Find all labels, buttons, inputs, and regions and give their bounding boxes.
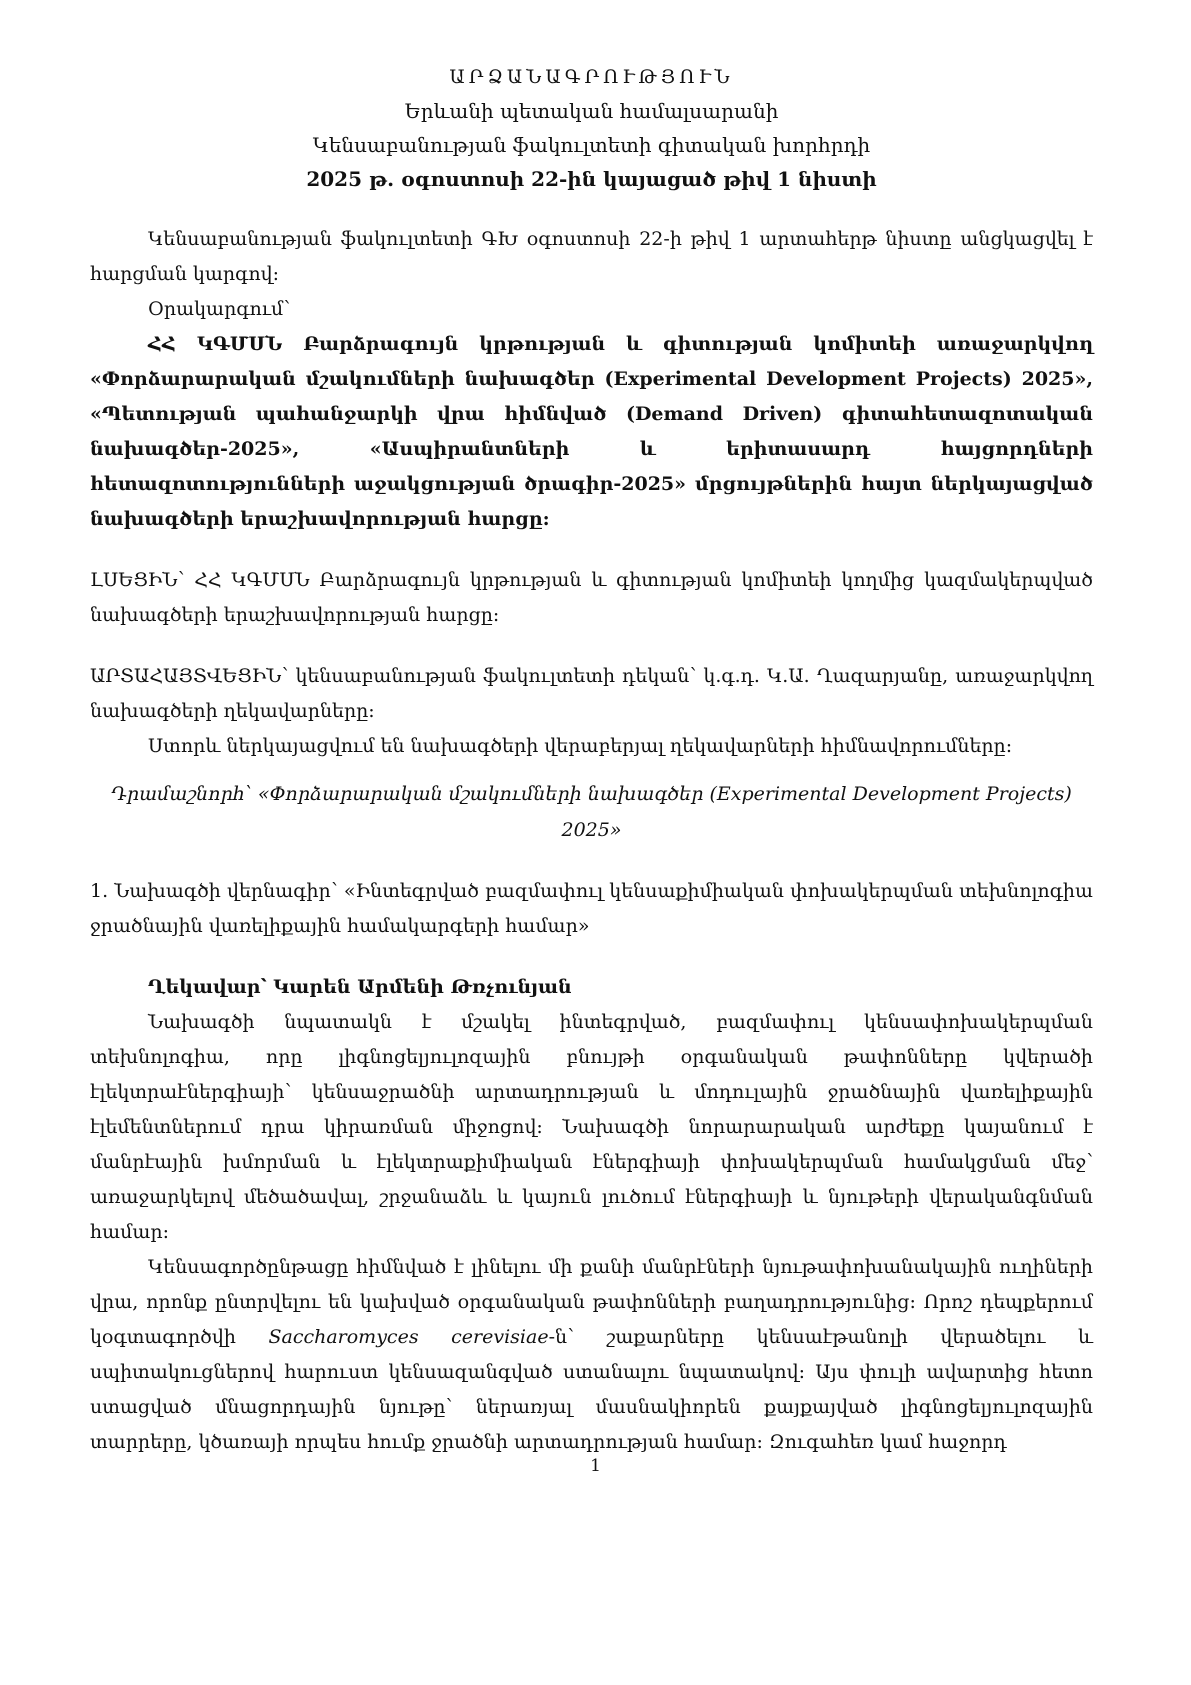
header-session: 2025 թ. օգոստոսի 22-ին կայացած թիվ 1 նիստի [306,167,877,191]
intro-paragraph: Կենսաբանության ֆակուլտետի ԳԽ օգոստոսի 22-ի թիվ 1 արտահերթ նիստը անցկացվել է հարցման կարգով: [90,228,1093,285]
paragraph-2-part-b: -ն՝ շաքարները կենսաէթանոլի վերածելու և սպիտակուցներով հարուստ կենսազանգված ստանալու նպատակով: Այս փուլի ավարտից հետո ստացված մնացորդային նյութը՝ ներառյալ մասնակիորեն քայքայված լիգնոցելյուլոզային տարրերը, կծառայի որպես հումք ջրածնի արտադրության համար: Զուգահեռ կամ հաջորդ [90,1326,1093,1453]
document-header [90,60,1093,196]
project-paragraph-1: Նախագծի նպատակն է մշակել ինտեգրված, բազմափուլ կենսափոխակերպման տեխնոլոգիա, որը լիգնոցելյուլոզային բնույթի օրգանական թափոնները կվերածի էլեկտրաէներգիայի՝ կենսաջրածնի արտադրության և մոդուլային ջրածնային վառելիքային էլեմենտներում դրա կիրառման միջոցով: Նախագծի նորարարական արժեքը կայանում է մանրէային խմորման և էլեկտրաքիմիական էներգիայի փոխակերպման համակցման մեջ՝ առաջարկելով մեծածավալ, շրջանաձև և կայուն լուծում էներգիայի և նյութերի վերականգնման համար: [90,1011,1093,1243]
project-title-label: 1. Նախագծի վերնագիր՝ [90,880,338,902]
paragraph-2-part-a: Կենսագործընթացը հիմնված է լինելու մի քանի մանրէների նյութափոխանակային ուղիների վրա, որոնք ընտրվելու են կախված օրգանական թափոնների բաղադրությունից: Որոշ դեպքերում կօգտագործվի [90,1256,1093,1348]
agenda-text: ՀՀ ԿԳՄՍՆ Բարձրագույն կրթության և գիտության կոմիտեի առաջարկվող «Փորձարարական մշակումների նախագծեր (Experimental Development Projects) 2025», «Պետության պահանջարկի վրա հիմնված (Demand Driven) գիտահետազոտական նախագծեր-2025», «Ասպիրանտների և երիտասարդ հայցորդների հետազոտությունների աջակցության ծրագիր-2025» մրցույթներին հայտ ներկայացված նախագծերի երաշխավորության հարցը: [90,333,1093,530]
project-leader-name: Կարեն Արմենի Թռչունյան [273,976,572,998]
project-leader-label: Ղեկավար՝ [148,976,267,998]
spoke-label: ԱՐՏԱՀԱՅՏՎԵՑԻՆ՝ [90,665,289,687]
species-name: Saccharomyces cerevisiae [268,1326,549,1348]
heard-label: ԼՍԵՑԻՆ՝ [90,569,185,591]
project-leader-line [90,970,1093,1005]
project-title-paragraph [90,874,1093,944]
agenda-label: Օրակարգում՝ [148,298,291,320]
program-label: Դրամաշնորհ՝ [111,783,252,805]
program-text: «Փորձարարական մշակումների նախագծեր (Experimental Development Projects) 2025» [257,783,1072,841]
heard-text: ՀՀ ԿԳՄՍՆ Բարձրագույն կրթության և գիտության կոմիտեի կողմից կազմակերպված նախագծերի երաշխավորության հարցը: [90,569,1093,626]
spoke-paragraph [90,659,1093,729]
spoke-followup: Ստորև ներկայացվում են նախագծերի վերաբերյալ ղեկավարների հիմնավորումները: [148,735,1013,757]
document-title: ԱՐՁԱՆԱԳՐՈՒԹՅՈՒՆ [449,66,734,88]
page-number: 1 [590,1456,601,1476]
spoke-text: կենսաբանության ֆակուլտետի դեկան՝ կ.գ.դ. Կ.Ա. Ղազարյանը, առաջարկվող նախագծերի ղեկավարները: [90,665,1093,722]
header-university: Երևանի պետական համալսարանի [404,99,779,123]
program-heading [90,776,1093,848]
header-council: Կենսաբանության ֆակուլտետի գիտական խորհրդի [312,133,871,157]
heard-paragraph [90,563,1093,633]
project-paragraph-2 [90,1250,1093,1460]
project-title: «Ինտեգրված բազմափուլ կենսաքիմիական փոխակերպման տեխնոլոգիա ջրածնային վառելիքային համակարգերի համար» [90,880,1093,937]
